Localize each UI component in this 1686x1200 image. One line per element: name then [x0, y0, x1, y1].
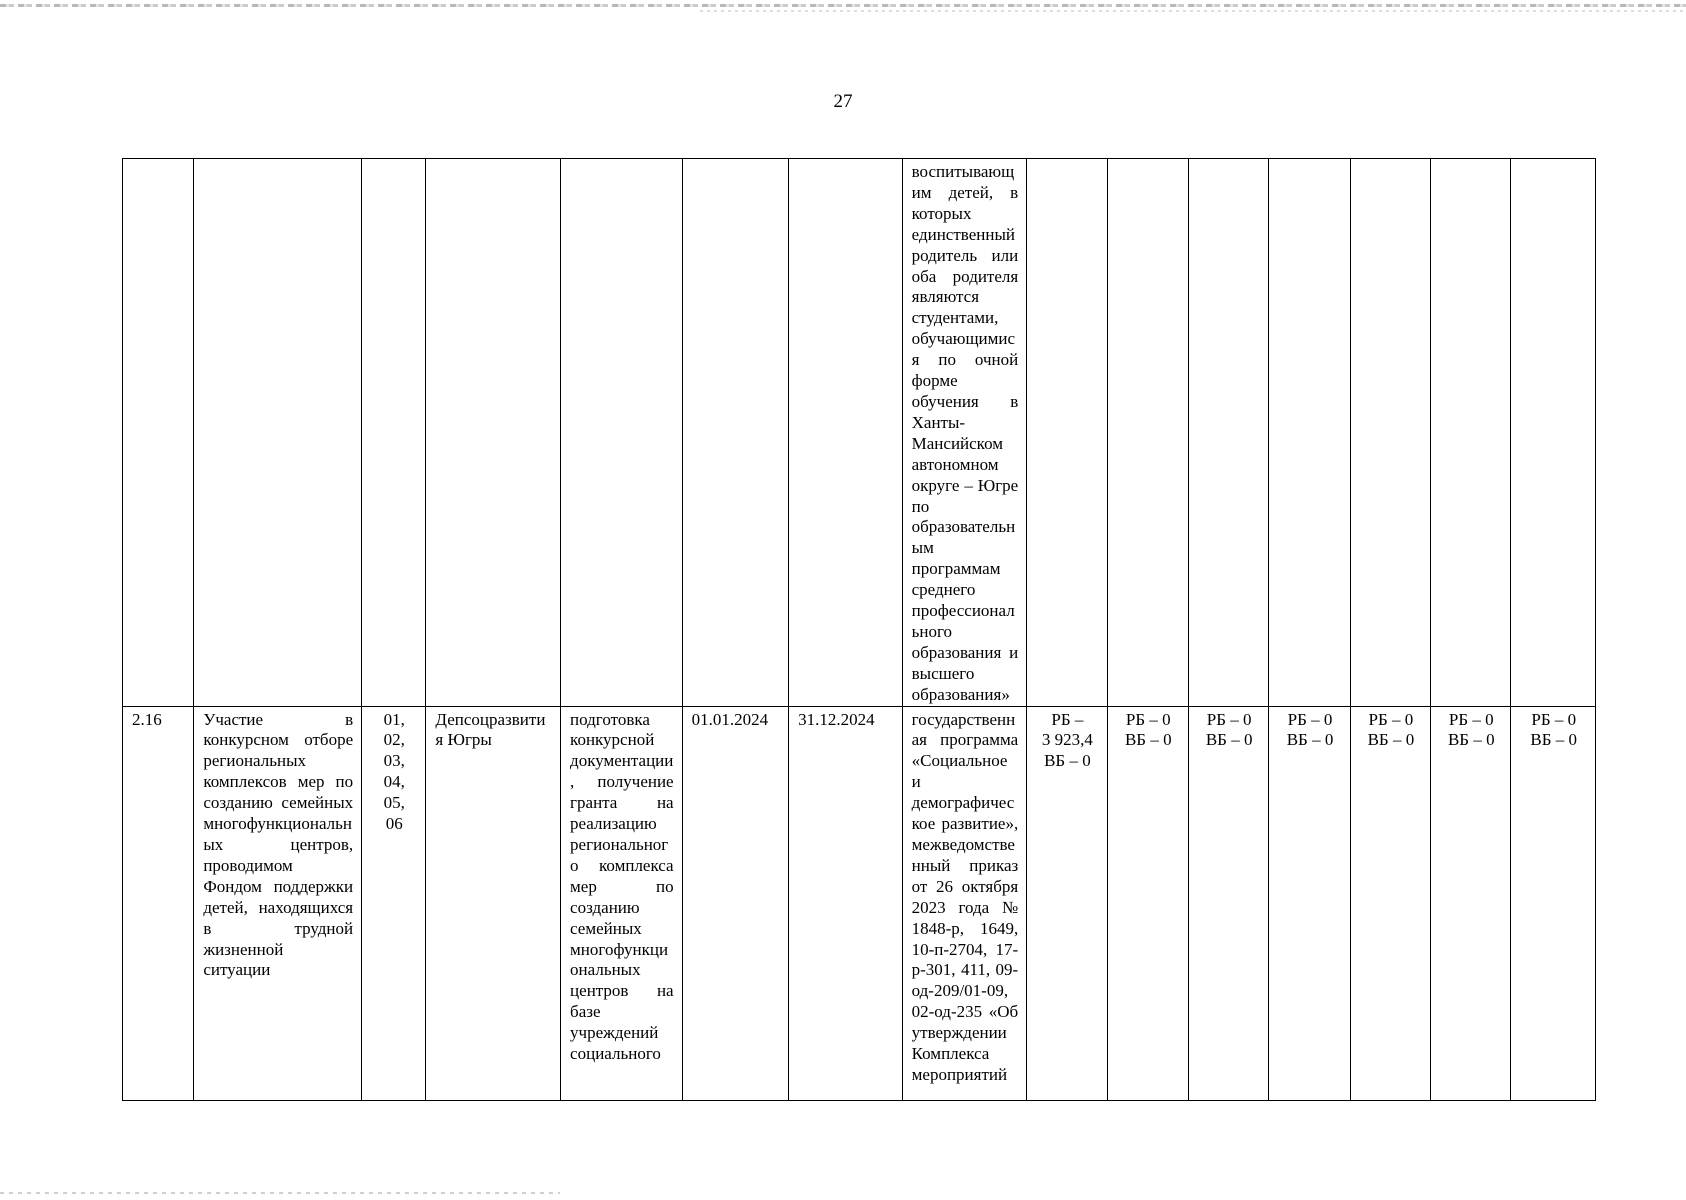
cell-codes: 01, 02, 03, 04, 05, 06 [362, 706, 426, 1100]
cell-financing-4 [1269, 159, 1350, 707]
cell-financing-4: РБ – 0 ВБ – 0 [1269, 706, 1350, 1100]
cell-financing-3: РБ – 0 ВБ – 0 [1188, 706, 1268, 1100]
cell-financing-5: РБ – 0 ВБ – 0 [1350, 706, 1430, 1100]
scan-edge-top [0, 4, 1686, 7]
cell-financing-7: РБ – 0 ВБ – 0 [1511, 706, 1596, 1100]
cell-start-date: 01.01.2024 [682, 706, 789, 1100]
cell-basis: воспитывающим детей, в которых единственный родитель или оба родителя являются студентами, обучающимися по очной форме обучения в Ханты-Мансийском автономном округе – Югре по образовательным программам среднего профессионального образования и высшего образования» [902, 159, 1027, 707]
cell-start-date [682, 159, 789, 707]
cell-result [561, 159, 683, 707]
cell-financing-2 [1107, 159, 1188, 707]
cell-basis: государственная программа «Социальное и демографическое развитие», межведомственный приказ от 26 октября 2023 года № 1848-р, 1649, 10-п-2704, 17-р-301, 411, 09-од-209/01-09, 02-од-235 «Об утверждении Комплекса мероприятий [902, 706, 1027, 1100]
table-row-2-16 [123, 706, 1596, 1100]
cell-executor [426, 159, 561, 707]
cell-result: подготовка конкурсной документации, получение гранта на реализацию регионального комплекса мер по созданию семейных многофункциональных центров на базе учреждений социального [561, 706, 683, 1100]
cell-financing-1 [1027, 159, 1107, 707]
cell-financing-5 [1350, 159, 1430, 707]
cell-title [194, 159, 362, 707]
cell-number: 2.16 [123, 706, 194, 1100]
cell-codes [362, 159, 426, 707]
cell-financing-6: РБ – 0 ВБ – 0 [1431, 706, 1511, 1100]
cell-number [123, 159, 194, 707]
table-row-continuation [123, 159, 1596, 707]
page-number: 27 [833, 91, 853, 112]
cell-financing-1: РБ – 3 923,4 ВБ – 0 [1027, 706, 1107, 1100]
cell-end-date [789, 159, 903, 707]
cell-end-date: 31.12.2024 [789, 706, 903, 1100]
cell-financing-7 [1511, 159, 1596, 707]
scan-edge-bottom [0, 1192, 560, 1194]
cell-financing-3 [1188, 159, 1268, 707]
cell-financing-2: РБ – 0 ВБ – 0 [1107, 706, 1188, 1100]
scan-edge-top-secondary [700, 10, 1686, 12]
cell-title: Участие в конкурсном отборе региональных комплексов мер по созданию семейных многофункциональных центров, проводимом Фондом поддержки детей, находящихся в трудной жизненной ситуации [194, 706, 362, 1100]
measures-table [122, 158, 1596, 1101]
cell-executor: Депсоцразвития Югры [426, 706, 561, 1100]
cell-financing-6 [1431, 159, 1511, 707]
